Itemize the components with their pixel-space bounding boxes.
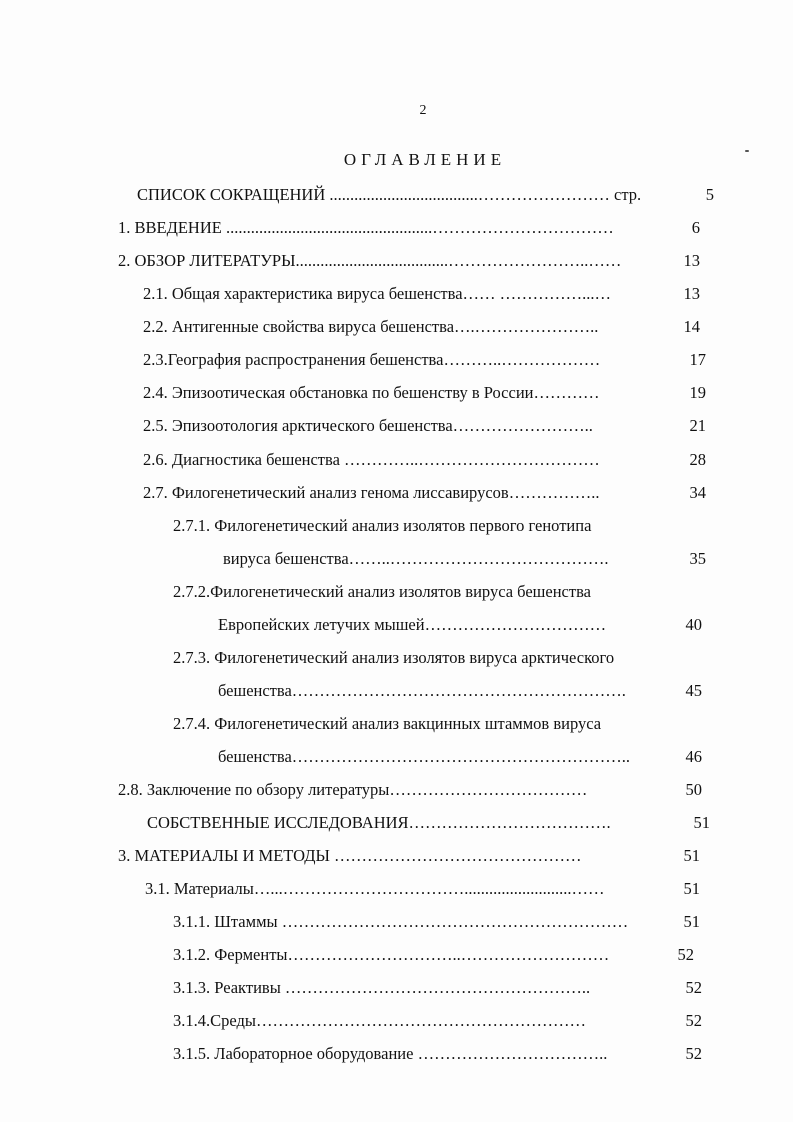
toc-entry-page: 51 [683,846,700,865]
toc-entry-2-7-2-line2 [218,615,606,635]
toc-entry-2-7-3-line1 [173,648,614,668]
toc-entry-text: Европейских летучих мышей…………………………… [218,615,607,634]
toc-entry-2-5 [143,416,593,436]
toc-entry-text: вируса бешенства……..…………………………………. [223,549,609,568]
toc-entry-2-7 [143,483,599,503]
toc-entry-2-7-3-line2 [218,681,626,701]
toc-entry-text: 2.3.География распространения бешенства………..……………… [143,350,601,369]
toc-entry-page: 51 [693,813,710,832]
toc-entry-2-3 [143,350,600,370]
toc-entry-list-of-abbreviations [137,185,641,205]
toc-entry-page: 46 [685,747,702,766]
toc-entry-text: СПИСОК СОКРАЩЕНИЙ ....................................…………………… стр. [137,185,642,204]
toc-entry-3-1 [145,879,604,899]
toc-entry-page: 35 [689,549,706,568]
toc-entry-text: 2.5. Эпизоотология арктического бешенства…………………….. [143,416,593,435]
toc-entry-text: 2.7.4. Филогенетический анализ вакцинных штаммов вируса [173,714,602,733]
toc-entry-3-1-5 [173,1044,607,1064]
toc-entry-2-2 [143,317,598,337]
toc-entry-text: 3.1.2. Ферменты…………………………..……………………… [173,945,610,964]
toc-entry-page: 52 [685,1044,702,1063]
toc-entry-text: 2.4. Эпизоотическая обстановка по бешенству в России………… [143,383,600,402]
toc-entry-page: 52 [677,945,694,964]
toc-entry-page: 17 [689,350,706,369]
toc-entry-text: бешенства…………………………………………………….. [218,747,631,766]
toc-entry-page: 52 [685,978,702,997]
toc-entry-2-7-4-line1 [173,714,601,734]
toc-entry-2-7-2-line1 [173,582,591,602]
toc-entry-literature-review [118,251,621,271]
toc-entry-text: 2.7.1. Филогенетический анализ изолятов первого генотипа [173,516,592,535]
toc-entry-2-7-1-line1 [173,516,591,536]
scan-speck [745,150,749,152]
toc-entry-2-1 [143,284,611,304]
toc-entry-text: 2.7. Филогенетический анализ генома лиссавирусов…………….. [143,483,600,502]
toc-entry-text: 3.1.1. Штаммы ……………………………………………………… [173,912,629,931]
toc-entry-page: 40 [685,615,702,634]
toc-entry-text: СОБСТВЕННЫЕ ИССЛЕДОВАНИЯ………………………………. [147,813,611,832]
toc-entry-text: 2.7.2.Филогенетический анализ изолятов вируса бешенства [173,582,591,601]
toc-entry-2-4 [143,383,599,403]
toc-entry-page: 45 [685,681,702,700]
toc-entry-2-8 [118,780,587,800]
toc-entry-page: 50 [685,780,702,799]
toc-entry-text: 3.1.3. Реактивы ……………………………………………….. [173,978,591,997]
toc-entry-text: 2. ОБЗОР ЛИТЕРАТУРЫ.....................................……………………..…… [118,251,622,270]
toc-entry-page: 6 [691,218,700,237]
toc-entry-materials-and-methods [118,846,582,866]
toc-entry-3-1-1 [173,912,628,932]
toc-entry-text: 2.8. Заключение по обзору литературы……………………………… [118,780,588,799]
toc-entry-page: 13 [683,251,700,270]
toc-entry-page: 14 [683,317,700,336]
toc-entry-text: 2.2. Антигенные свойства вируса бешенства….………………….. [143,317,599,336]
toc-entry-2-7-1-line2 [223,549,609,569]
toc-entry-2-7-4-line2 [218,747,630,767]
toc-entry-page: 5 [705,185,714,204]
toc-entry-page: 13 [683,284,700,303]
toc-entry-introduction [118,218,614,238]
toc-entry-page: 19 [689,383,706,402]
toc-entry-text: 2.6. Диагностика бешенства …………..…………………………… [143,450,600,469]
toc-entry-text: 1. ВВЕДЕНИЕ ..................................................…………………………… [118,218,614,237]
page-number: 2 [419,103,427,118]
toc-entry-text: 2.7.3. Филогенетический анализ изолятов вируса арктического [173,648,615,667]
toc-entry-text: 3.1.4.Среды…………………………………………………… [173,1011,586,1030]
toc-entry-page: 52 [685,1011,702,1030]
toc-entry-3-1-3 [173,978,590,998]
toc-entry-page: 51 [683,912,700,931]
toc-entry-text: 2.1. Общая характеристика вируса бешенства…… ……………...… [143,284,612,303]
toc-title: ОГЛАВЛЕНИЕ [343,150,507,169]
toc-entry-text: 3.1.5. Лабораторное оборудование …………………………….. [173,1044,608,1063]
toc-entry-3-1-2 [173,945,609,965]
toc-entry-3-1-4 [173,1011,586,1031]
toc-entry-text: 3.1. Материалы…...……………………………..........................…… [145,879,605,898]
toc-entry-page: 51 [683,879,700,898]
toc-entry-page: 21 [689,416,706,435]
toc-entry-page: 34 [689,483,706,502]
toc-entry-text: 3. МАТЕРИАЛЫ И МЕТОДЫ ……………………………………… [118,846,582,865]
toc-entry-own-research [147,813,611,833]
toc-entry-2-6 [143,450,600,470]
toc-entry-page: 28 [689,450,706,469]
toc-entry-text: бешенства……………………………………………………. [218,681,626,700]
